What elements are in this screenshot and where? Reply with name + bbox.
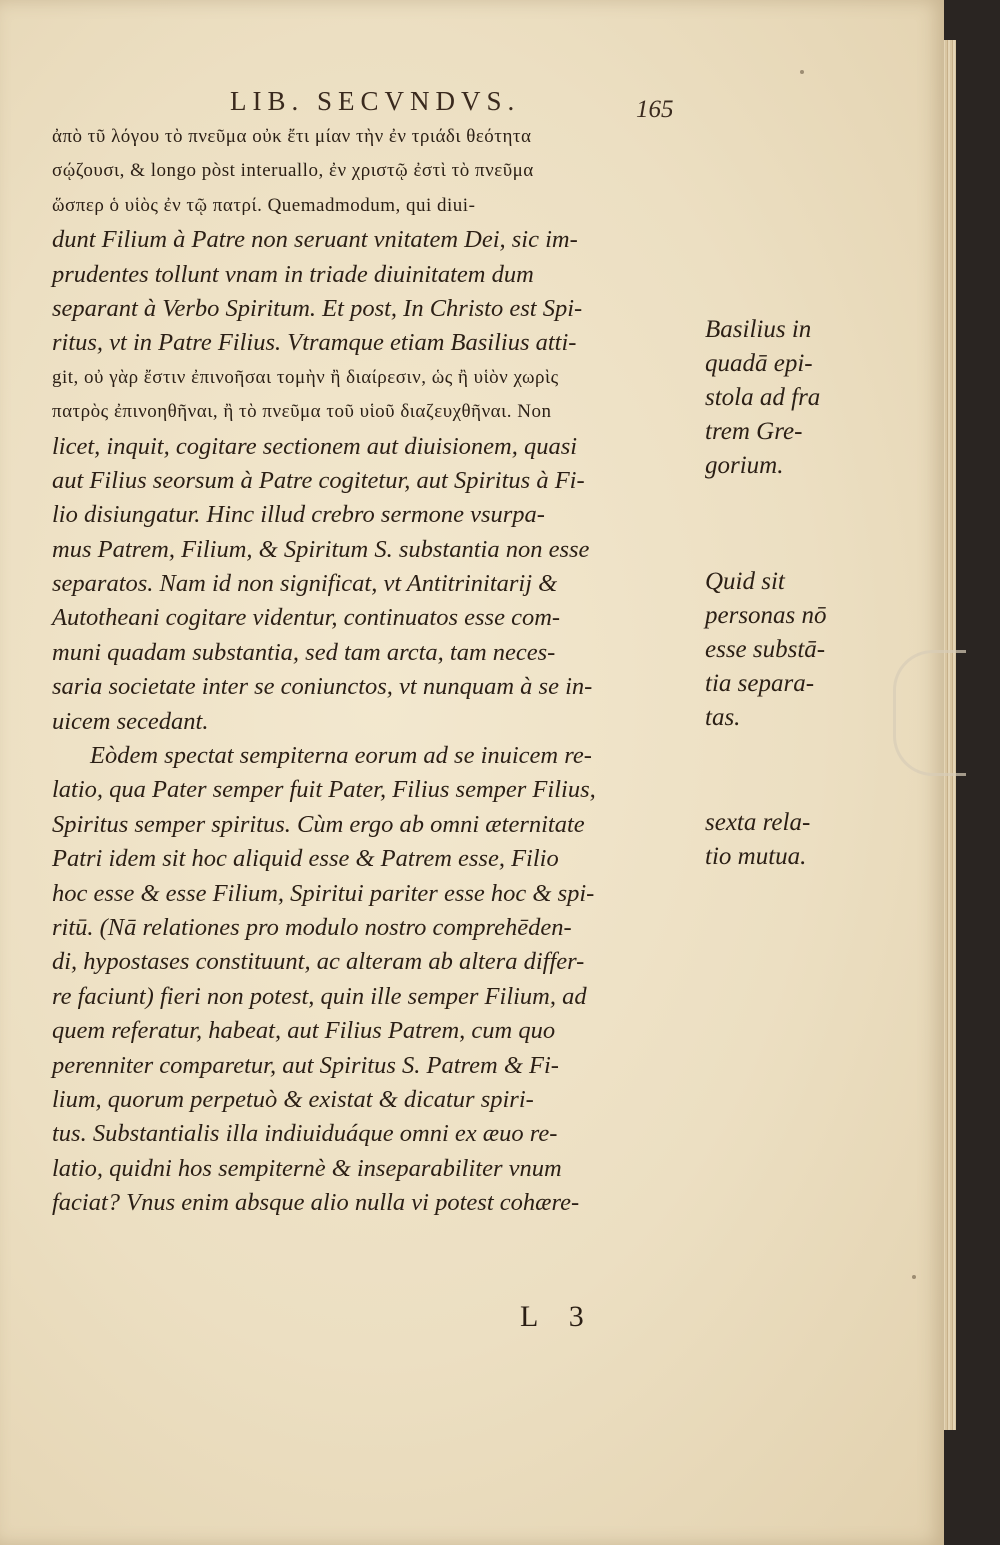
text-line: Patri idem sit hoc aliquid esse & Patrem esse, Filio [52,845,559,873]
text-line: separatos. Nam id non significat, vt Antitrinitarij & [52,570,558,598]
text-line: mus Patrem, Filium, & Spiritum S. substantia non esse [52,535,590,563]
text-line: separant à Verbo Spiritum. Et post, In Christo est Spi- [52,294,583,322]
text-line: saria societate inter se coniunctos, vt nunquam à se in- [52,673,593,701]
text-line: latio, qua Pater semper fuit Pater, Filius semper Filius, [52,776,596,804]
margin-note-line: Quid sit [705,568,785,595]
text-line: ritū. (Nā relationes pro modulo nostro comprehēden- [52,913,572,941]
signature-mark: L 3 [520,1300,596,1333]
margin-note-line: tas. [705,704,741,731]
text-line: git, οὐ γὰρ ἔστιν ἐπινοῆσαι τομὴν ἢ διαίρεσιν, ὡς ἢ υἱὸν χωρὶς [52,366,559,388]
margin-note-personas [705,565,855,735]
text-line: faciat? Vnus enim absque alio nulla vi potest cohære- [52,1189,580,1217]
text-line: Eòdem spectat sempiterna eorum ad se inuicem re- [90,742,592,770]
body-text [52,120,692,1221]
margin-note-line: trem Gre- [705,418,803,445]
text-line: prudentes tollunt vnam in triade diuinitatem dum [52,260,534,288]
paper-speck [912,1275,916,1279]
margin-note-basilius [705,313,855,483]
text-line: di, hypostases constituunt, ac alteram ab altera differ- [52,948,585,976]
text-line: muni quadam substantia, sed tam arcta, tam neces- [52,638,556,666]
text-line: uicem secedant. [52,707,209,735]
text-line: re faciunt) fieri non potest, quin ille semper Filium, ad [52,982,587,1010]
text-line: hoc esse & esse Filium, Spiritui pariter esse hoc & spi- [52,879,595,907]
margin-note-line: esse substā- [705,636,826,663]
text-line: quem referatur, habeat, aut Filius Patrem, cum quo [52,1017,556,1045]
text-line: dunt Filium à Patre non seruant vnitatem Dei, sic im- [52,226,578,254]
text-line: Spiritus semper spiritus. Cùm ergo ab omni æternitate [52,810,585,838]
running-head: LIB. SECVNDVS. [230,86,521,116]
margin-note-line: Basilius in [705,316,812,343]
margin-note-line: quadā epi- [705,350,813,377]
margin-note-line: tia separa- [705,670,815,697]
text-line: tus. Substantialis illa indiuiduáque omni ex æuo re- [52,1120,558,1148]
text-line: ritus, vt in Patre Filius. Vtramque etiam Basilius atti- [52,329,577,357]
margin-note-line: sexta rela- [705,809,811,836]
margin-note-line: tio mutua. [705,843,807,870]
margin-note-relatio [705,806,855,874]
page-number: 165 [636,96,674,123]
paper-speck [800,70,804,74]
text-line: perenniter comparetur, aut Spiritus S. Patrem & Fi- [52,1051,559,1079]
margin-note-line: stola ad fra [705,384,821,411]
margin-note-line: personas nō [705,602,827,629]
text-line: lium, quorum perpetuò & existat & dicatur spiri- [52,1085,534,1113]
margin-note-line: gorium. [705,452,784,479]
text-line: aut Filius seorsum à Patre cogitetur, aut Spiritus à Fi- [52,466,585,494]
text-line: πατρὸς ἐπινοηθῆναι, ἢ τὸ πνεῦμα τοῦ υἱοῦ διαζευχθῆναι. Non [52,401,552,423]
page-clip [893,650,966,776]
text-line: licet, inquit, cogitare sectionem aut diuisionem, quasi [52,432,578,460]
text-line: Autotheani cogitare videntur, continuatos esse com- [52,604,561,632]
text-line: ὥσπερ ὁ υἱὸς ἐν τῷ πατρί. Quemadmodum, qui diui- [52,194,476,216]
text-line: latio, quidni hos sempiternè & inseparabiliter vnum [52,1154,562,1182]
text-line: σῴζουσι, & longo pòst interuallo, ἐν χριστῷ ἐστὶ τὸ πνεῦμα [52,160,534,182]
text-line: ἀπὸ τῦ λόγου τὸ πνεῦμα οὐκ ἔτι μίαν τὴν ἐν τριάδι θεότητα [52,126,532,147]
text-line: lio disiungatur. Hinc illud crebro sermone vsurpa- [52,501,545,529]
